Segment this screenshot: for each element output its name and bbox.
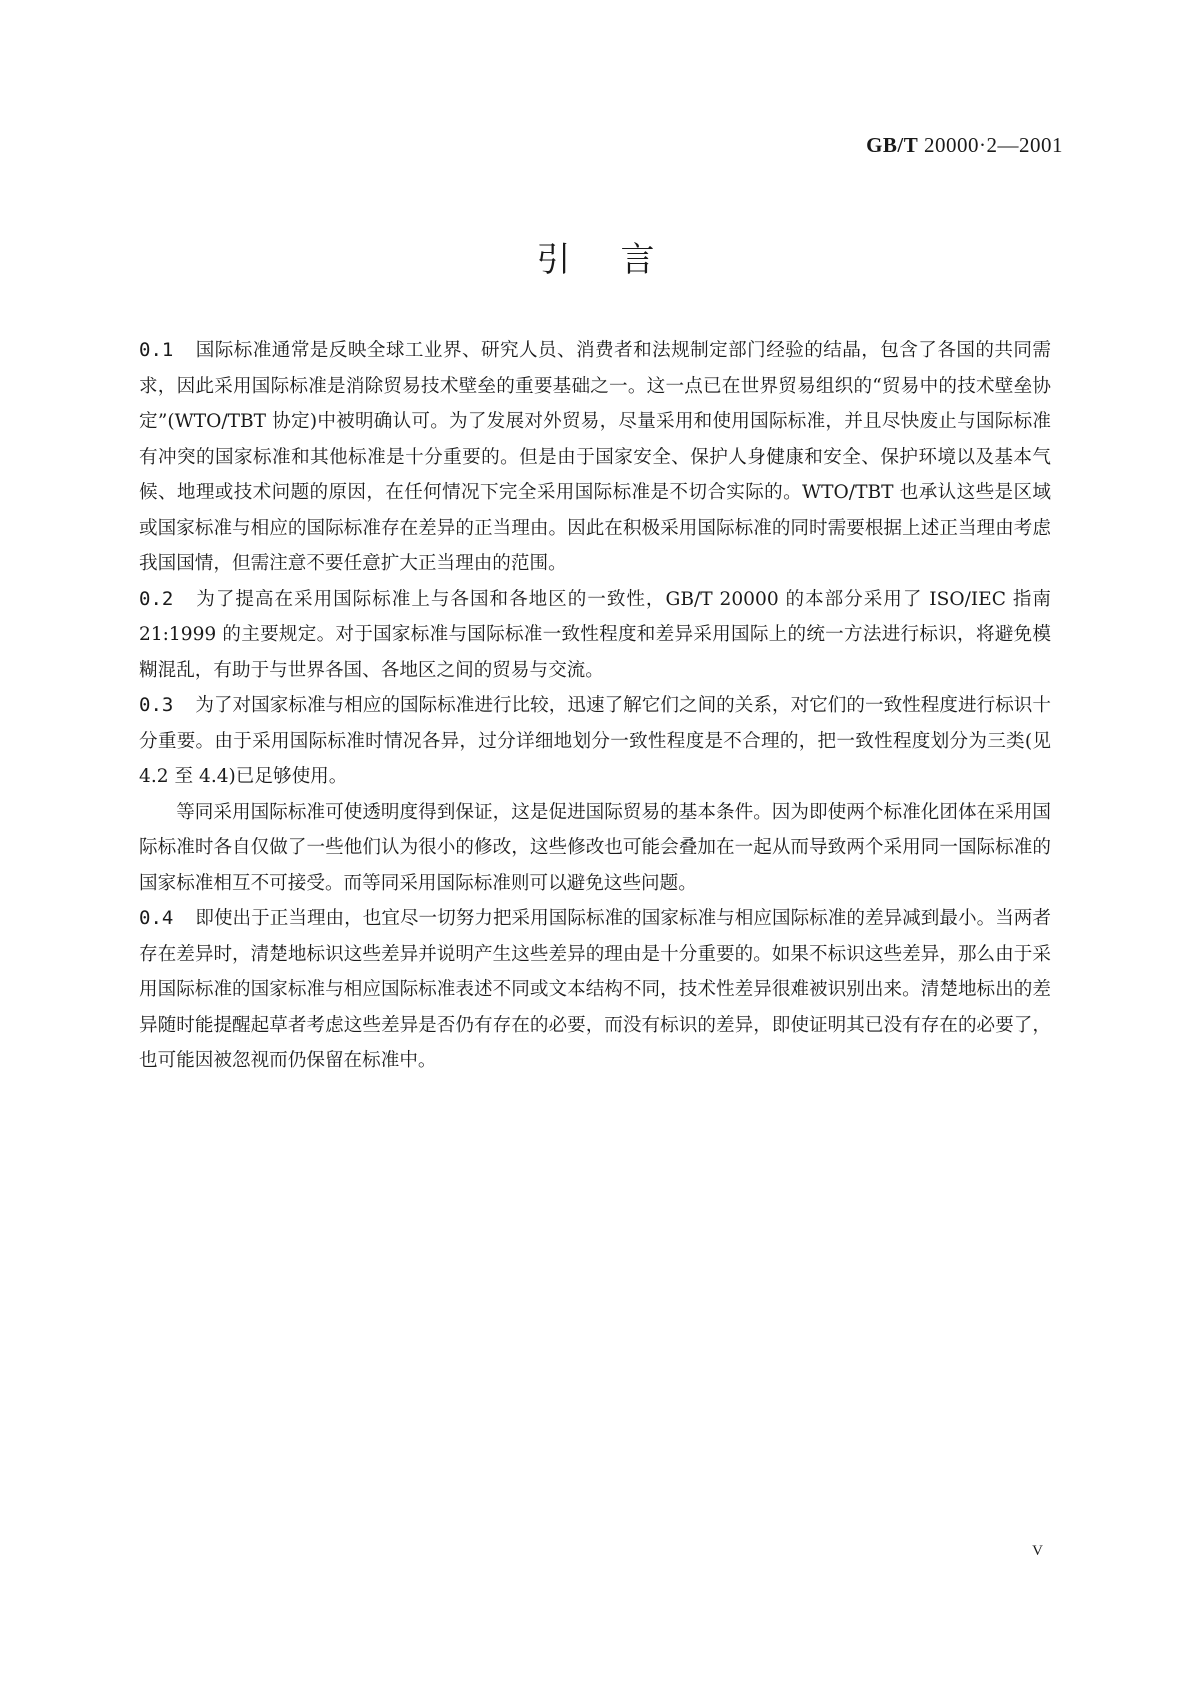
section-text: 国际标准通常是反映全球工业界、研究人员、消费者和法规制定部门经验的结晶，包含了各国的共同需求，因此采用国际标准是消除贸易技术壁垒的重要基础之一。这一点已在世界贸易组织的“贸易中的技术壁垒协定”(WTO/TBT 协定)中被明确认可。为了发展对外贸易，尽量采用和使用国际标准，并且尽快废止与国际标准有冲突的国家标准和其他标准是十分重要的。但是由于国家安全、保护人身健康和安全、保护环境以及基本气候、地理或技术问题的原因，在任何情况下完全采用国际标准是不切合实际的。WTO/TBT 也承认这些是区域或国家标准与相应的国际标准存在差异的正当理由。因此在积极采用国际标准的同时需要根据上述正当理由考虑我国国情，但需注意不要任意扩大正当理由的范围。 xyxy=(139,340,1051,574)
section-number: 0.2 xyxy=(139,587,174,610)
standard-code-prefix: GB/T xyxy=(866,133,919,157)
standard-code xyxy=(866,133,1063,158)
page-title: 引言 xyxy=(536,240,705,280)
body-content xyxy=(139,333,1051,1079)
section-text: 为了提高在采用国际标准上与各国和各地区的一致性，GB/T 20000 的本部分采用了 ISO/IEC 指南 21:1999 的主要规定。对于国家标准与国际标准一致性程度和差异采用国际上的统一方法进行标识，将避免模糊混乱，有助于与世界各国、各地区之间的贸易与交流。 xyxy=(139,588,1051,681)
section-text: 即使出于正当理由，也宜尽一切努力把采用国际标准的国家标准与相应国际标准的差异减到最小。当两者存在差异时，清楚地标识这些差异并说明产生这些差异的理由是十分重要的。如果不标识这些差异，那么由于采用国际标准的国家标准与相应国际标准表述不同或文本结构不同，技术性差异很难被识别出来。清楚地标出的差异随时能提醒起草者考虑这些差异是否仍有存在的必要，而没有标识的差异，即使证明其已没有存在的必要了，也可能因被忽视而仍保留在标准中。 xyxy=(139,908,1051,1071)
section-text: 等同采用国际标准可使透明度得到保证，这是促进国际贸易的基本条件。因为即使两个标准化团体在采用国际标准时各自仅做了一些他们认为很小的修改，这些修改也可能会叠加在一起从而导致两个采用同一国际标准的国家标准相互不可接受。而等同采用国际标准则可以避免这些问题。 xyxy=(139,801,1051,894)
page-number: V xyxy=(1032,1543,1043,1559)
section-number: 0.3 xyxy=(139,694,174,716)
section-0-3 xyxy=(139,688,1051,795)
section-text: 为了对国家标准与相应的国际标准进行比较，迅速了解它们之间的关系，对它们的一致性程度进行标识十分重要。由于采用国际标准时情况各异，过分详细地划分一致性程度是不合理的，把一致性程度划分为三类(见 4.2 至 4.4)已足够使用。 xyxy=(139,695,1051,787)
section-number: 0.4 xyxy=(139,907,174,929)
section-number: 0.1 xyxy=(139,339,174,361)
section-0-3-continued xyxy=(139,795,1051,902)
section-0-4 xyxy=(139,901,1051,1079)
section-0-2 xyxy=(139,582,1051,689)
standard-code-suffix: 20000·2—2001 xyxy=(918,133,1063,157)
section-0-1 xyxy=(139,333,1051,582)
